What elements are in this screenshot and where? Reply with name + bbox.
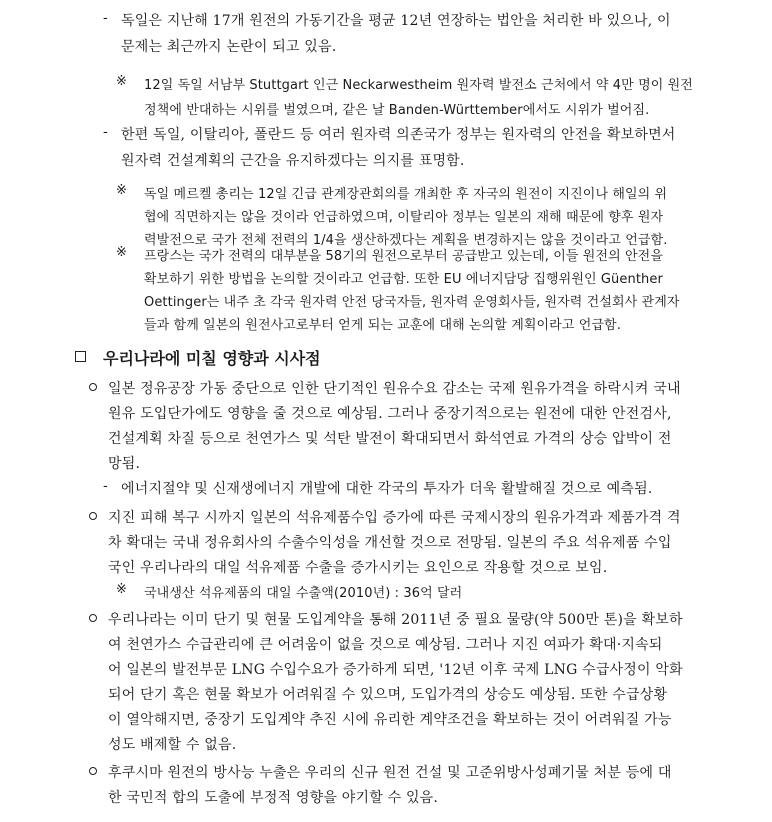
text-line: 독일 메르켈 총리는 12일 긴급 관계장관회의를 개최한 후 자국의 원전이 지진이나 해일의 위 <box>144 187 668 202</box>
text-line: 성도 배제할 수 없음. <box>108 737 237 753</box>
text-line: 국인 우리나라의 대일 석유제품 수출을 증가시키는 요인으로 작용할 것으로 보임. <box>108 560 608 576</box>
circle-bullet-icon <box>89 512 97 520</box>
dash-marker: - <box>103 124 108 140</box>
text-line: 독일은 지난해 17개 원전의 가동기간을 평균 12년 연장하는 법안을 처리한 바 있으나, 이 <box>121 13 671 29</box>
reference-mark: ※ <box>116 183 127 198</box>
section-title: 우리나라에 미칠 영향과 시사점 <box>103 349 321 368</box>
circle-bullet-icon <box>89 383 97 391</box>
text-line: 건설계획 차질 등으로 천연가스 및 석탄 발전이 확대되면서 화석연료 가격의 상승 압박이 전 <box>108 431 672 447</box>
dash-marker: - <box>103 478 108 494</box>
text-line: 어 일본의 발전부문 LNG 수입수요가 증가하게 되면, '12년 이후 국제 LNG 수급사정이 악화 <box>108 662 683 678</box>
text-line: 력발전으로 국가 전체 전력의 1/4을 생산하겠다는 계획을 변경하지는 않을 것이라고 언급함. <box>144 233 668 248</box>
dash-marker: - <box>103 10 108 26</box>
text-line: 지진 피해 복구 시까지 일본의 석유제품수입 증가에 따른 국제시장의 원유가격과 제품가격 격 <box>108 510 681 526</box>
text-line: 한편 독일, 이탈리아, 폴란드 등 여러 원자력 의존국가 정부는 원자력의 안전을 확보하면서 <box>121 127 676 143</box>
text-line: 일본 정유공장 가동 중단으로 인한 단기적인 원유수요 감소는 국제 원유가격을 하락시켜 국내 <box>108 381 681 397</box>
text-line: 12일 독일 서남부 Stuttgart 인근 Neckarwestheim 원자력 발전소 근처에서 약 4만 명이 원전 <box>144 78 693 93</box>
text-line: 후쿠시마 원전의 방사능 누출은 우리의 신규 원전 건설 및 고준위방사성폐기물 처분 등에 대 <box>108 765 672 781</box>
text-line: 한 국민적 합의 도출에 부정적 영향을 야기할 수 있음. <box>108 790 439 806</box>
text-line: 정책에 반대하는 시위를 벌였으며, 같은 날 Banden-Württember에서도 시위가 벌어짐. <box>144 103 650 118</box>
text-line: 원유 도입단가에도 영향을 줄 것으로 예상됨. 그러나 중장기적으로는 원전에 대한 안전검사, <box>108 406 672 422</box>
text-line: 문제는 최근까지 논란이 되고 있음. <box>121 39 337 55</box>
text-line: 우리나라는 이미 단기 및 현물 도입계약을 통해 2011년 중 필요 물량(약 500만 톤)을 확보하 <box>108 612 683 628</box>
checkbox-square-icon <box>75 351 86 362</box>
text-line: 여 천연가스 수급관리에 큰 어려움이 없을 것으로 예상됨. 그러나 지진 여파가 확대·지속되 <box>108 637 663 653</box>
text-line: 프랑스는 국가 전력의 대부분을 58기의 원전으로부터 공급받고 있는데, 이들 원전의 안전을 <box>144 249 663 264</box>
reference-mark: ※ <box>116 582 127 597</box>
text-line: 협에 직면하지는 않을 것이라 언급하였으며, 이탈리아 정부는 일본의 재해 때문에 향후 원자 <box>144 210 664 225</box>
text-line: 국내생산 석유제품의 대일 수출액(2010년) : 36억 달러 <box>144 586 463 601</box>
text-line: 원자력 건설계획의 근간을 유지하겠다는 의지를 표명함. <box>121 153 465 169</box>
text-line: 확보하기 위한 방법을 논의할 것이라고 언급함. 또한 EU 에너지담당 집행위원인 Güenther <box>144 272 663 287</box>
reference-mark: ※ <box>116 74 127 89</box>
reference-mark: ※ <box>116 245 127 260</box>
text-line: 차 확대는 국내 정유회사의 수출수익성을 개선할 것으로 전망됨. 일본의 주요 석유제품 수입 <box>108 535 672 551</box>
text-line: 들과 함께 일본의 원전사고로부터 얻게 되는 교훈에 대해 논의할 계획이라고 언급함. <box>144 318 621 333</box>
circle-bullet-icon <box>89 767 97 775</box>
circle-bullet-icon <box>89 614 97 622</box>
text-line: 이 열악해지면, 중장기 도입계약 추진 시에 유리한 계약조건을 확보하는 것이 어려워질 가능 <box>108 712 672 728</box>
text-line: 되어 단기 혹은 현물 확보가 어려워질 수 있으며, 도입가격의 상승도 예상됨. 또한 수급상황 <box>108 687 668 703</box>
text-line: 에너지절약 및 신재생에너지 개발에 대한 각국의 투자가 더욱 활발해질 것으로 예측됨. <box>121 481 653 497</box>
text-line: 망됨. <box>108 456 141 472</box>
text-line: Oettinger는 내주 초 각국 원자력 안전 당국자들, 원자력 운영회사들, 원자력 건설회사 관계자 <box>144 295 680 310</box>
